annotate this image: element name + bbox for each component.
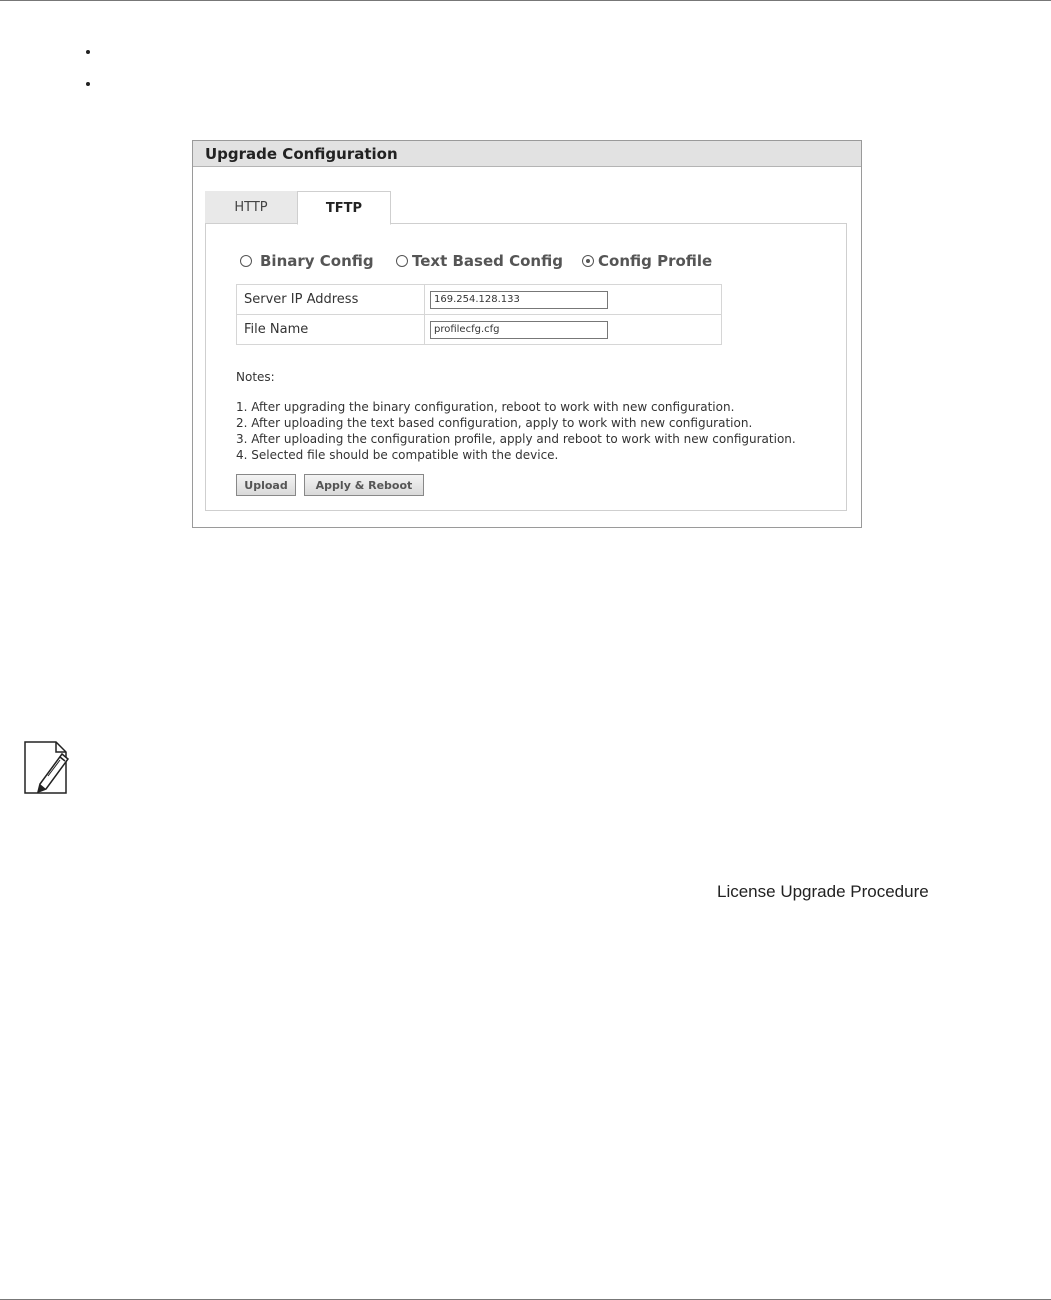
notes-title: Notes:: [236, 370, 275, 384]
server-ip-label: Server IP Address: [237, 285, 425, 315]
apply-reboot-button[interactable]: Apply & Reboot: [304, 474, 424, 496]
note-item: 1. After upgrading the binary configuration, reboot to work with new configuration.: [236, 400, 735, 414]
tab-content: [205, 223, 847, 511]
radio-text-based-config[interactable]: [396, 249, 563, 273]
file-name-input[interactable]: [430, 321, 608, 339]
upload-button[interactable]: Upload: [236, 474, 296, 496]
radio-unchecked-icon[interactable]: [240, 255, 252, 267]
server-ip-cell: [425, 285, 722, 315]
radio-label: Binary Config: [260, 252, 374, 270]
radio-config-profile[interactable]: [582, 249, 712, 273]
tab-http[interactable]: HTTP: [205, 191, 297, 223]
bullet-item: [84, 72, 94, 104]
top-rule: [0, 0, 1051, 1]
table-row: [237, 315, 722, 345]
radio-label: Config Profile: [598, 252, 713, 270]
note-item: 4. Selected file should be compatible with the device.: [236, 448, 559, 462]
bullet-list: [84, 40, 94, 104]
note-item: 2. After uploading the text based configuration, apply to work with new configuration.: [236, 416, 753, 430]
file-name-label: File Name: [237, 315, 425, 345]
tab-tftp[interactable]: TFTP: [297, 191, 391, 225]
table-row: [237, 285, 722, 315]
radio-checked-icon[interactable]: [582, 255, 594, 267]
server-ip-input[interactable]: [430, 291, 608, 309]
notes-list: [236, 399, 796, 463]
upgrade-configuration-panel: [192, 140, 862, 528]
note-item: 3. After uploading the configuration profile, apply and reboot to work with new configuration.: [236, 432, 796, 446]
tftp-form-table: [236, 284, 722, 345]
license-upgrade-procedure-link[interactable]: License Upgrade Procedure: [717, 882, 929, 901]
file-name-cell: [425, 315, 722, 345]
radio-binary-config[interactable]: [240, 249, 374, 273]
panel-title: Upgrade Configuration: [193, 141, 861, 167]
radio-unchecked-icon[interactable]: [396, 255, 408, 267]
radio-label: Text Based Config: [412, 252, 563, 270]
note-pencil-icon-graphic: [22, 738, 70, 796]
bullet-item: [84, 40, 94, 72]
note-pencil-icon: [22, 738, 70, 796]
